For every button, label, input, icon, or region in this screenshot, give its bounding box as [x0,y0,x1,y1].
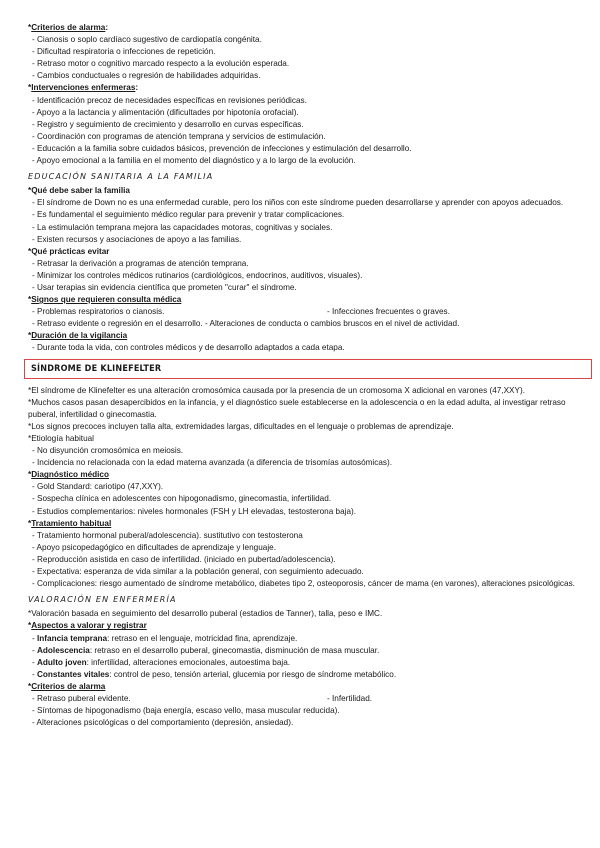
list-item: - Incidencia no relacionada con la edad materna avanzada (a diferencia de trisomías autosómicas). [32,458,392,468]
list-item: - Apoyo emocional a la familia en el momento del diagnóstico y a lo largo de la evolución. [32,156,356,166]
list-item [28,306,576,318]
list-item: - Adulto joven: infertilidad, alteraciones emocionales, autoestima baja. [32,657,291,667]
list-item: - Síntomas de hipogonadismo (baja energía, escaso vello, masa muscular reducida). [32,706,340,716]
list-item: - Tratamiento hormonal puberal/adolescencia). sustitutivo con testosterona [32,530,303,540]
usual-treatment-heading: *Tratamiento habitual [28,518,112,528]
list-item-right: - Infecciones frecuentes o graves. [327,307,450,317]
family-knowledge-heading: *Qué debe saber la familia [28,186,130,196]
list-item: - Expectativa: esperanza de vida similar a la población general, con seguimiento adecuado. [32,567,364,577]
list-item: - Es fundamental el seguimiento médico regular para prevenir y tratar complicaciones. [32,210,345,220]
list-item: - Retraso motor o cognitivo marcado respecto a la evolución esperada. [32,59,290,69]
list-item: - No disyunción cromosómica en meiosis. [32,446,184,456]
paragraph: *Los signos precoces incluyen talla alta, extremidades largas, dificultades en el lenguaje o problemas de aprendizaje. [28,421,454,431]
list-item: - Educación a la familia sobre cuidados básicos, prevención de infecciones y estimulación del desarrollo. [32,143,412,153]
list-item: - Gold Standard: cariotipo (47,XXY). [32,482,164,492]
list-item: - Retrasar la derivación a programas de atención temprana. [32,258,249,268]
list-item: - Dificultad respiratoria o infecciones de repetición. [32,47,216,57]
list-item: - Apoyo psicopedagógico en dificultades de aprendizaje y lenguaje. [32,542,276,552]
list-item: - Alteraciones psicológicas o del comportamiento (depresión, ansiedad). [32,718,294,728]
warning-signs-heading: *Signos que requieren consulta médica [28,295,182,305]
list-item-right: - Infertilidad. [327,693,373,703]
paragraph: *El síndrome de Klinefelter es una alteración cromosómica causada por la presencia de un cromosoma X adicional en varones (47,XXY). [28,385,525,395]
etiology-heading: *Etiología habitual [28,434,95,443]
nursing-assessment-title: VALORACIÓN EN ENFERMERÍA [28,595,177,605]
medical-diagnosis-heading: *Diagnóstico médico [28,470,109,480]
list-item: - Apoyo a la lactancia y alimentación (dificultades por hipotonía orofacial). [32,107,299,117]
list-item: - Coordinación con programas de atención temprana y servicios de estimulación. [32,131,326,141]
list-item: - Cianosis o soplo cardíaco sugestivo de cardiopatía congénita. [32,35,262,45]
list-item: - Identificación precoz de necesidades específicas en revisiones periódicas. [32,95,307,105]
list-item: - Complicaciones: riesgo aumentado de síndrome metabólico, diabetes tipo 2, osteoporosis, cáncer de mama (en varones), alteraciones psicológicas. [32,579,575,589]
aspects-heading: *Aspectos a valorar y registrar [28,621,147,631]
list-item-left: - Retraso puberal evidente. [32,693,131,703]
list-item: - Retraso evidente o regresión en el desarrollo. - Alteraciones de conducta o cambios bruscos en el nivel de actividad. [32,319,460,329]
list-item: - Sospecha clínica en adolescentes con hipogonadismo, ginecomastia, infertilidad. [32,494,332,504]
document-page [28,22,576,729]
list-item: - Durante toda la vida, con controles médicos y de desarrollo adaptados a cada etapa. [32,343,345,353]
list-item: - El síndrome de Down no es una enfermedad curable, pero los niños con este síndrome pueden desarrollarse y aprender con apoyos adecuados. [32,198,564,208]
list-item: - Minimizar los controles médicos rutinarios (cardiológicos, endocrinos, auditivos, visuales). [32,270,363,280]
list-item: - Constantes vitales: control de peso, tensión arterial, glucemia por riesgo de síndrome metabólico. [32,669,397,679]
practices-avoid-heading: *Qué prácticas evitar [28,246,110,256]
klinefelter-section-title: SÍNDROME DE KLINEFELTER [24,359,592,379]
surveillance-duration-heading: *Duración de la vigilancia [28,331,128,341]
paragraph: *Muchos casos pasan desapercibidos en la infancia, y el diagnóstico suele establecerse en la adolescencia o en la edad adulta, al investigar retraso puberal, infertilidad o ginecomastia. [28,397,566,419]
paragraph: *Valoración basada en seguimiento del desarrollo puberal (estadios de Tanner), talla, peso e IMC. [28,609,383,619]
list-item: - Infancia temprana: retraso en el lenguaje, motricidad fina, aprendizaje. [32,633,298,643]
list-item: - Registro y seguimiento de crecimiento y desarrollo en curvas específicas. [32,119,304,129]
list-item-left: - Problemas respiratorios o cianosis. [32,307,165,317]
alarm-criteria-heading: *Criterios de alarma: [28,23,109,32]
list-item: - Estudios complementarios: niveles hormonales (FSH y LH elevadas, testosterona baja). [32,506,357,516]
family-education-title: EDUCACIÓN SANITARIA A LA FAMILIA [28,172,214,182]
list-item: - La estimulación temprana mejora las capacidades motoras, cognitivas y sociales. [32,222,333,232]
list-item: - Reproducción asistida en caso de infertilidad. (iniciado en pubertad/adolescencia). [32,554,336,564]
list-item [28,693,576,705]
nursing-interventions-heading: *Intervenciones enfermeras: [28,83,139,93]
list-item: - Cambios conductuales o regresión de habilidades adquiridas. [32,71,261,81]
list-item: - Usar terapias sin evidencia científica que prometen "curar" el síndrome. [32,282,297,292]
alarm-criteria-heading-2: *Criterios de alarma [28,681,106,691]
list-item: - Existen recursos y asociaciones de apoyo a las familias. [32,234,242,244]
list-item: - Adolescencia: retraso en el desarrollo puberal, ginecomastia, disminución de masa muscular. [32,645,380,655]
